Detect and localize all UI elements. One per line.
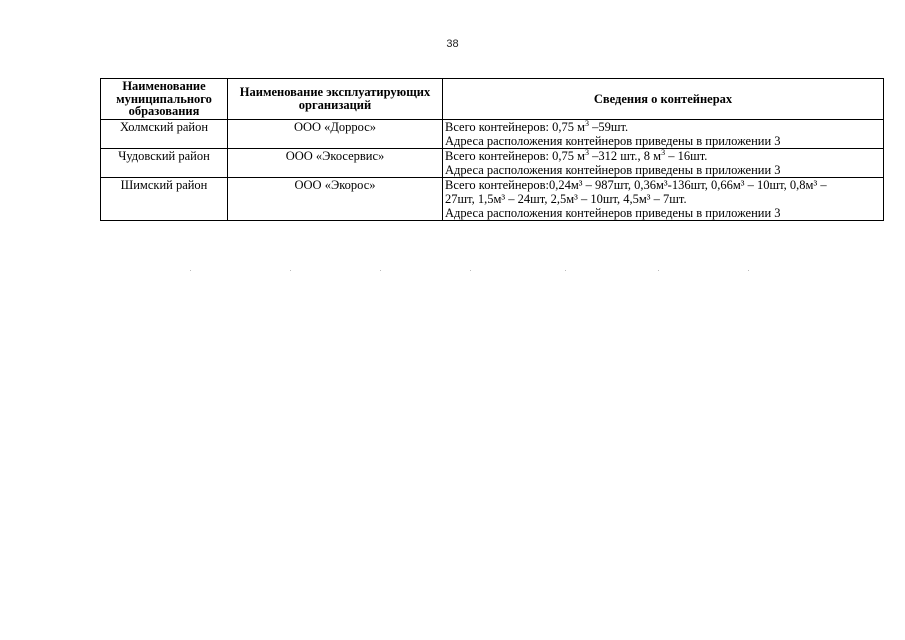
container-count-text: Всего контейнеров: 0,75 м	[445, 119, 586, 134]
scan-dot	[380, 270, 381, 271]
organization-cell: ООО «Экосервис»	[228, 148, 443, 177]
header-organizations: Наименование эксплуатирующих организаций	[228, 79, 443, 120]
containers-table	[100, 78, 884, 221]
organization-cell: ООО «Доррос»	[228, 119, 443, 148]
table-row	[101, 177, 884, 220]
scan-dot	[565, 270, 566, 271]
container-count-line: 27шт, 1,5м³ – 24шт, 2,5м³ – 10шт, 4,5м³ – 7шт.	[445, 191, 687, 206]
header-container-info: Сведения о контейнерах	[443, 79, 884, 120]
organization-cell: ООО «Экорос»	[228, 177, 443, 220]
container-info-cell	[443, 177, 884, 220]
district-cell: Чудовский район	[101, 148, 228, 177]
page-number: 38	[446, 38, 459, 50]
superscript-cubic: 3	[585, 147, 590, 157]
address-note: Адреса расположения контейнеров приведены в приложении 3	[445, 162, 781, 177]
scan-dot	[748, 270, 749, 271]
superscript-cubic: 3	[585, 118, 590, 128]
container-count-line	[445, 120, 881, 134]
table-row	[101, 119, 884, 148]
container-count-text: –312 шт., 8 м	[589, 148, 662, 163]
scan-artifact-dots	[0, 270, 905, 272]
container-info-cell	[443, 119, 884, 148]
scan-dot	[190, 270, 191, 271]
container-count-line: Всего контейнеров:0,24м³ – 987шт, 0,36м³-136шт, 0,66м³ – 10шт, 0,8м³ –	[445, 177, 827, 192]
scan-dot	[290, 270, 291, 271]
table-header-row	[101, 79, 884, 120]
superscript-cubic: 3	[661, 147, 666, 157]
container-count-text: – 16шт.	[665, 148, 708, 163]
district-cell: Шимский район	[101, 177, 228, 220]
address-note: Адреса расположения контейнеров приведены в приложении 3	[445, 133, 781, 148]
scan-dot	[470, 270, 471, 271]
container-info-cell	[443, 148, 884, 177]
scan-dot	[658, 270, 659, 271]
container-count-text: Всего контейнеров: 0,75 м	[445, 148, 586, 163]
table-row	[101, 148, 884, 177]
container-count-text: –59шт.	[589, 119, 629, 134]
district-cell: Холмский район	[101, 119, 228, 148]
container-count-line	[445, 149, 881, 163]
address-note: Адреса расположения контейнеров приведены в приложении 3	[445, 205, 781, 220]
header-municipality: Наименование муниципального образования	[101, 79, 228, 120]
